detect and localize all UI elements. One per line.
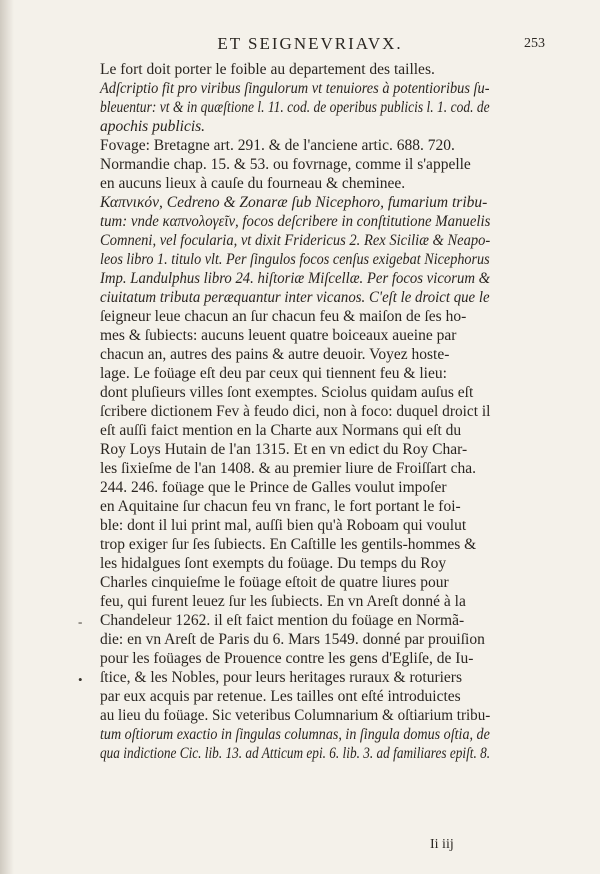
text-line: Charles cinquieſme le foüage eſtoit de quatre liures pour [100,574,449,591]
text-line: ſeigneur leue chacun an ſur chacun feu & maiſon de ſes ho- [100,308,467,325]
text-line: die: en vn Areſt de Paris du 6. Mars 1549. donné par prouiſion [100,631,485,648]
text-line: Καπνικόν, Cedreno & Zonaræ ſub Nicephoro, fumarium tribu- [100,194,488,211]
text-line: Normandie chap. 15. & 53. ou fovrnage, comme il s'appelle [100,156,471,173]
text-line: ble: dont il lui print mal, auſſi bien qu'à Roboam qui voulut [100,517,467,534]
text-body [100,60,490,763]
text-line: en Aquitaine ſur chacun feu vn franc, le fort portant le foi- [100,498,461,515]
text-line: 244. 246. foüage que le Prince de Galles voulut impoſer [100,479,447,496]
page-edge-shadow [0,0,14,874]
text-line: Comneni, vel focularia, vt dixit Fridericus 2. Rex Siciliæ & Neapo- [100,232,491,249]
page-number: 253 [524,36,545,51]
margin-dash-mark: - [78,614,83,629]
text-line: ciuitatum tributa peræquantur inter vicanos. C'eſt le droict que le [100,289,490,306]
text-line: apochis publicis. [100,118,206,135]
text-line: par eux acquis par retenue. Les tailles ont eſté introduictes [100,688,461,705]
signature-mark: Ii iij [430,837,454,852]
text-line: bleuentur: vt & in quæſtione l. 11. cod. de operibus publicis l. 1. cod. de [100,99,490,116]
text-line: trop exiger ſur ſes ſubiects. En Caſtille les gentils-hommes & [100,536,477,553]
text-line: au lieu du foüage. Sic veteribus Columnarium & oſtiarium tribu- [100,707,491,724]
text-line: Fovage: Bretagne art. 291. & de l'anciene artic. 688. 720. [100,137,455,154]
text-line: tum: vnde καπνολογεῖν, focos deſcribere in conſtitutione Manuelis [100,213,491,230]
text-line: Imp. Landulphus libro 24. hiſtoriæ Miſcellæ. Per focos vicorum & [100,270,491,287]
text-line: en aucuns lieux à cauſe du fourneau & cheminee. [100,175,406,192]
text-line: dont pluſieurs villes ſont exemptes. Sciolus quidam auſus eſt [100,384,474,401]
text-line: lage. Le foüage eſt deu par ceux qui tiennent feu & lieu: [100,365,447,382]
text-line: les ſixieſme de l'an 1408. & au premier liure de Froiſſart cha. [100,460,476,477]
text-line: feu, qui furent leuez ſur les ſubiects. En vn Areſt donné à la [100,593,466,610]
text-line: tum oſtiorum exactio in ſingulas columnas, in ſingula domus oſtia, de [100,726,490,743]
text-line: Roy Loys Hutain de l'an 1315. Et en vn edict du Roy Char- [100,441,468,458]
margin-dot-mark: • [78,672,83,687]
text-line: qua indictione Cic. lib. 13. ad Atticum epi. 6. lib. 3. ad familiares epiſt. 8. [100,745,491,762]
text-line: Chandeleur 1262. il eſt faict mention du foüage en Normã- [100,612,465,629]
text-line: ſtice, & les Nobles, pour leurs heritages ruraux & roturiers [100,669,462,686]
text-line: Le fort doit porter le foible au departement des tailles. [100,61,435,78]
text-line: pour les foüages de Prouence contre les gens d'Egliſe, de Iu- [100,650,474,667]
text-line: Adſcriptio fit pro viribus ſingulorum vt tenuiores à potentioribus ſu- [100,80,490,97]
text-line: chacun an, autres des pains & autre deuoir. Voyez hoste- [100,346,450,363]
text-line: les hidalgues ſont exempts du foüage. Du temps du Roy [100,555,447,572]
text-line: mes & ſubiects: aucuns leuent quatre boiceaux aueine par [100,327,457,344]
text-line: leos libro 1. titulo vlt. Per ſingulos focos cenſus exigebat Nicephorus [100,251,490,268]
text-line: eſt auſſi faict mention en la Charte aux Normans qui eſt du [100,422,462,439]
running-header: ET SEIGNEVRIAVX. [217,34,403,53]
text-line: ſcribere dictionem Fev à feudo dici, non à foco: duquel droict il [100,403,491,420]
